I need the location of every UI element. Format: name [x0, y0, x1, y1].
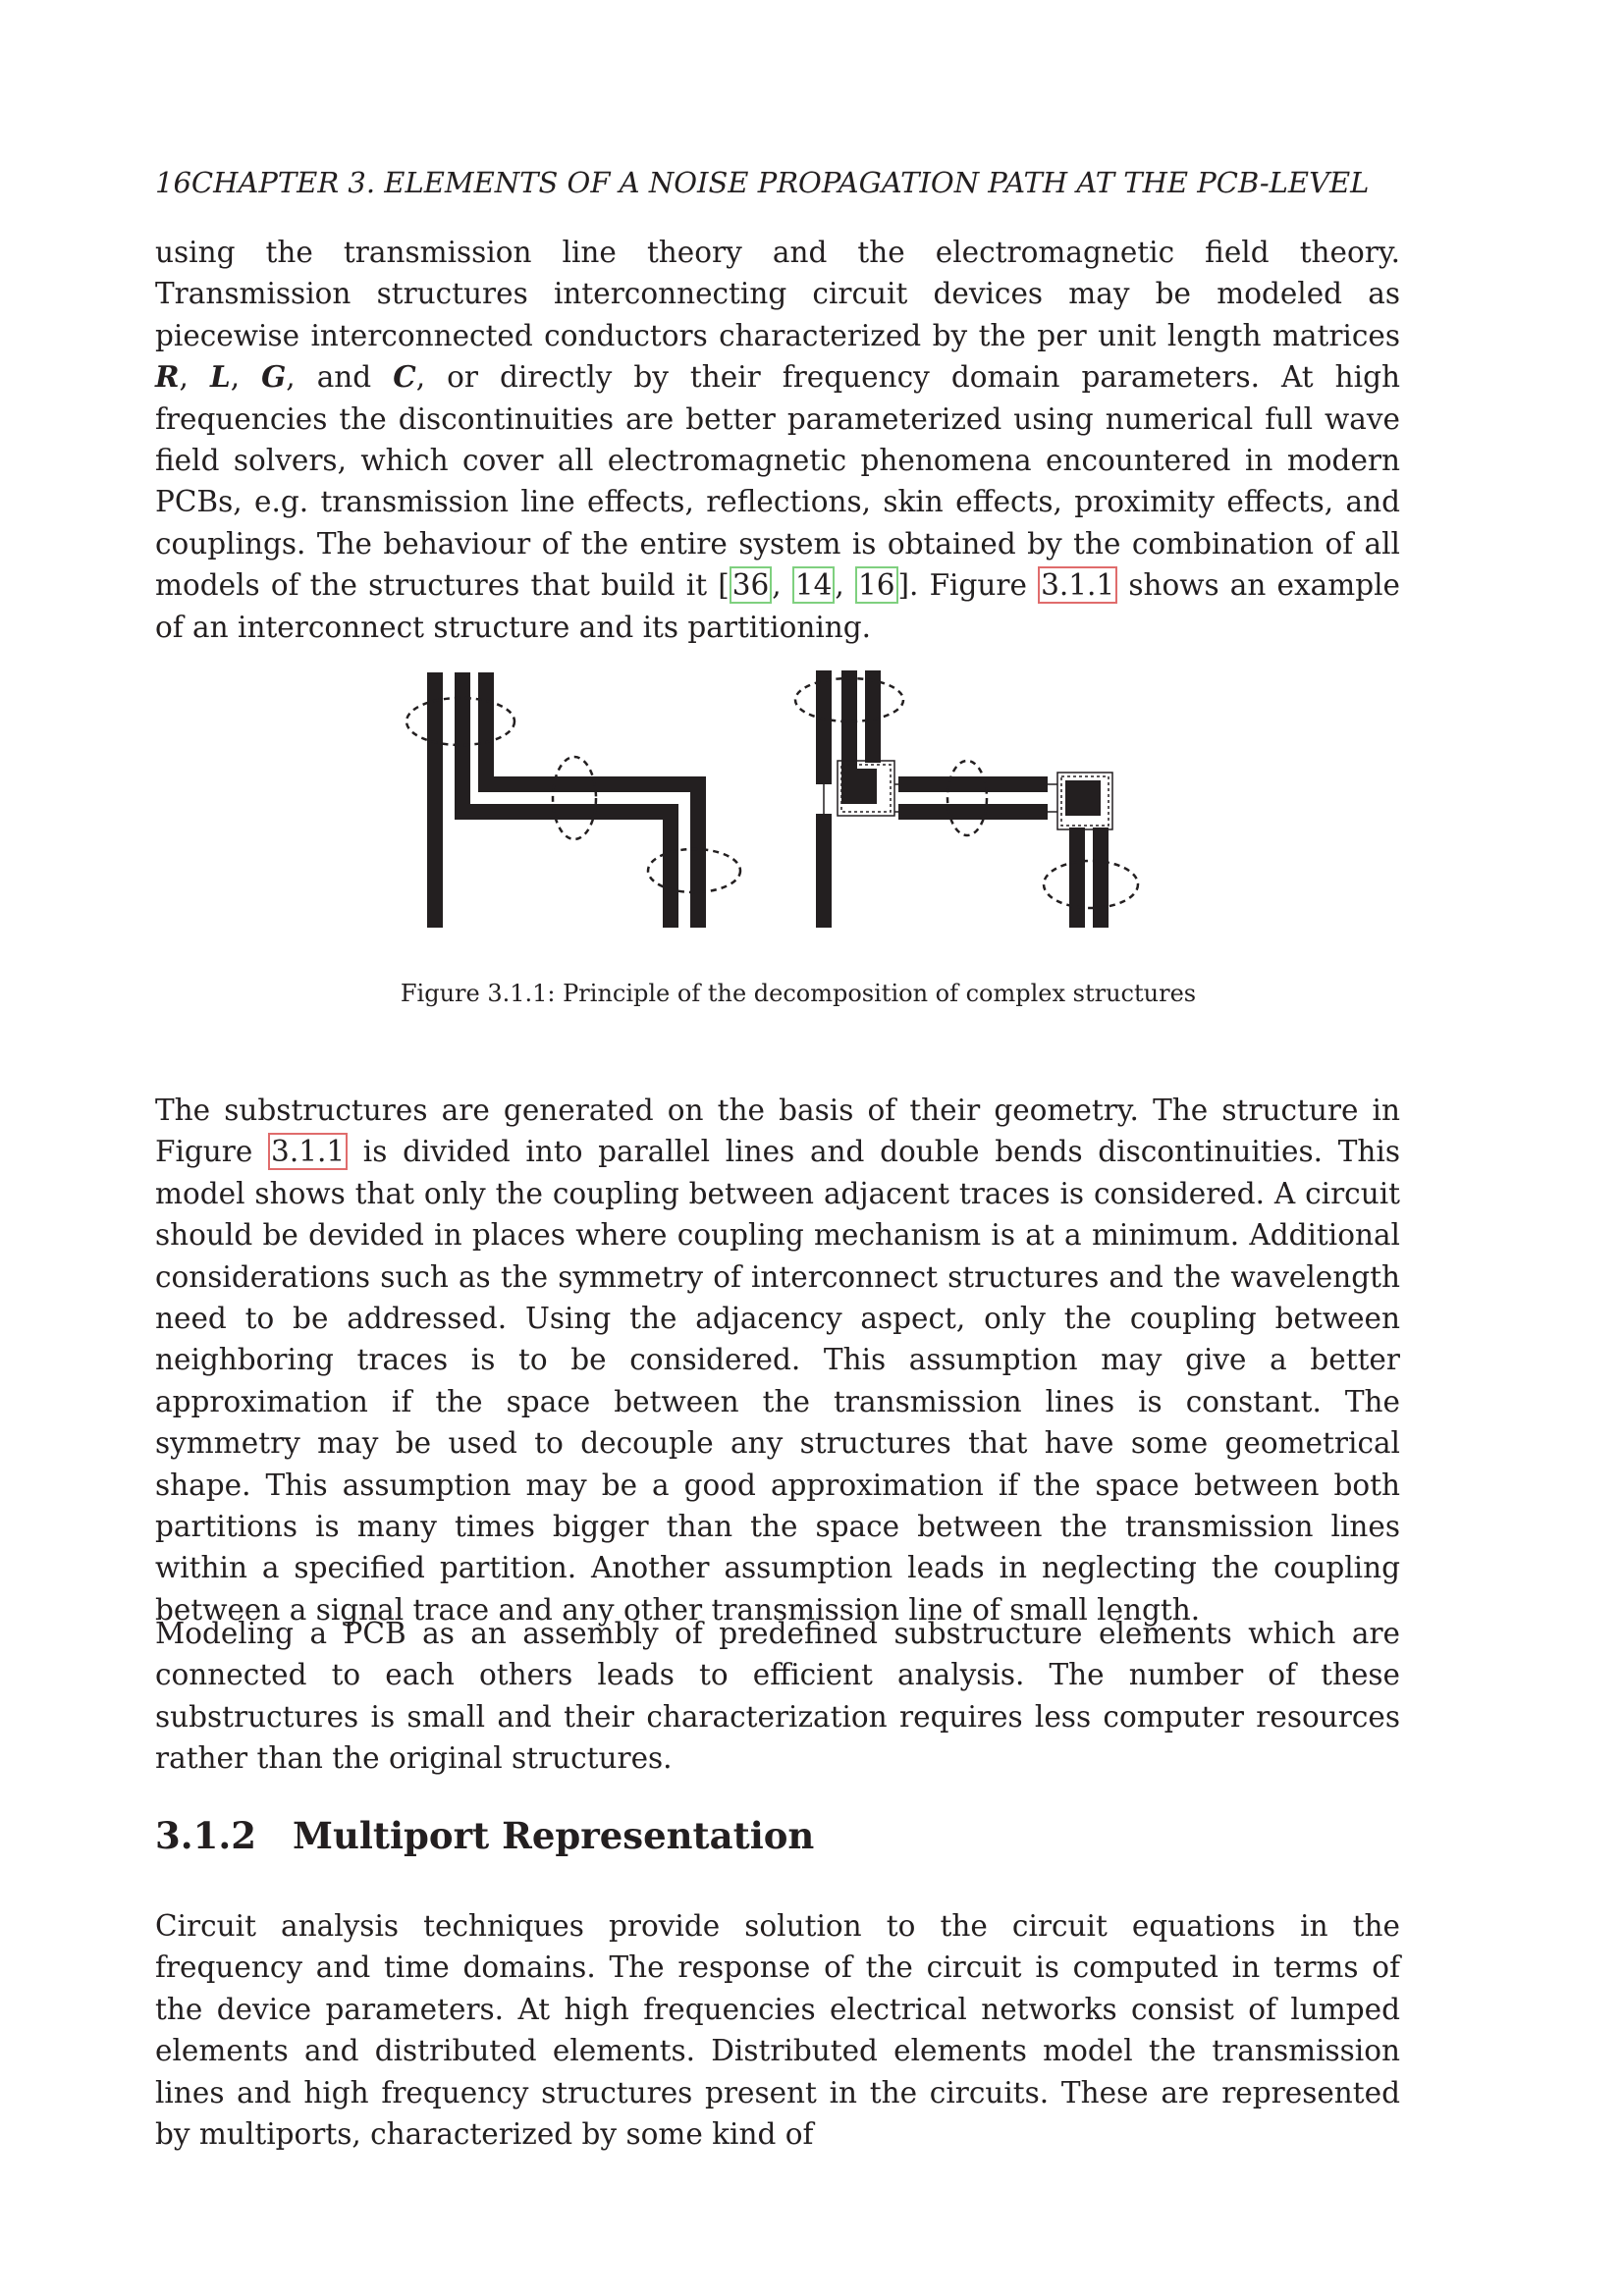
bend-block: [841, 769, 877, 804]
trace-left-outer: [427, 672, 443, 928]
decomposed-structure: [816, 670, 1109, 928]
trace-segment: [1093, 828, 1109, 928]
section-heading: [155, 1814, 814, 1857]
figure-reference-link[interactable]: 3.1.1: [268, 1133, 348, 1170]
partition-ellipse: [1044, 861, 1138, 908]
paragraph-substructures: The substructures are generated on the basis of their geometry. The structure in Figure 3.1.1 is divided into parallel lines and double bends discontinuities. This model shows that only the coupling between adjacent traces is considered. A circuit should be devided in places where coupling mechanism is at a minimum. Additional considerations such as the symmetry of interconnect structures and the wavelength need to be addressed. Using the adjacency aspect, only the coupling between neighboring traces is to be considered. This assumption may give a better approximation if the space between the transmission lines is constant. The symmetry may be used to decouple any structures that have some geometrical shape. This assumption may be a good approximation if the space between both partitions is many times bigger than the space between the transmission lines within a specified partition. Another assumption leads in neglecting the coupling between a signal trace and any other transmission line of small length.: [155, 1094, 1400, 1627]
figure-decomposition: [398, 665, 1154, 939]
running-header: [155, 165, 1441, 200]
paragraph-transmission-theory: using the transmission line theory and the electromagnetic field theory. Transmission structures interconnecting circuit devices may be modeled as piecewise interconnected conductors characterized by the per unit length matrices R, L, G, and C, or directly by their frequency domain parameters. At high frequencies the discontinuities are better parameterized using numerical full wave field solvers, which cover all electromagnetic phenomena encountered in modern PCBs, e.g. transmission line effects, reflections, skin effects, proximity effects, and couplings. The behaviour of the entire system is obtained by the combination of all models of the structures that build it [ 36 , 14 , 16 ]. Figure 3.1.1 shows an example of an interconnect structure and its partitioning.: [155, 236, 1401, 644]
trace-bend-horizontal-a: [455, 804, 678, 820]
section-number: 3.1.2: [155, 1814, 256, 1857]
matrix-r-symbol: R: [155, 359, 180, 395]
trace-bend-vertical-b: [478, 672, 494, 792]
citation-link-16[interactable]: 16: [855, 566, 898, 604]
matrix-c-symbol: C: [393, 359, 416, 395]
trace-bend-horizontal-b: [478, 776, 706, 792]
trace-segment: [865, 670, 881, 763]
section-title: Multiport Representation: [293, 1814, 815, 1857]
citation-link-14[interactable]: 14: [792, 566, 836, 604]
parallel-line: [898, 776, 1048, 792]
decomposition-diagram: [398, 665, 1154, 939]
trace-segment: [816, 814, 832, 928]
partition-ellipse: [553, 757, 596, 839]
matrix-l-symbol: L: [209, 359, 231, 395]
trace-segment: [816, 670, 832, 784]
parallel-line: [898, 804, 1048, 820]
bend-block: [1065, 780, 1101, 816]
figure-caption: Figure 3.1.1: Principle of the decomposition of complex structures: [400, 980, 1197, 1007]
citation-link-36[interactable]: 36: [730, 566, 773, 604]
paragraph-modeling: Modeling a PCB as an assembly of predefined substructure elements which are connected to each others leads to efficient analysis. The number of these substructures is small and their characterization requires less computer resources rather than the original structures.: [155, 1617, 1400, 1776]
partition-ellipse: [947, 761, 987, 835]
figure-reference-link[interactable]: 3.1.1: [1038, 566, 1117, 604]
continuous-structure: [427, 672, 706, 928]
trace-segment: [1069, 828, 1085, 928]
matrix-g-symbol: G: [261, 359, 287, 395]
trace-bend-down-b: [690, 776, 706, 928]
paragraph-circuit-analysis: Circuit analysis techniques provide solution to the circuit equations in the frequency and time domains. The response of the circuit is computed in terms of the device parameters. At high frequencies electrical networks consist of lumped elements and distributed elements. Distributed elements model the transmission lines and high frequency structures present in the circuits. These are represented by multiports, characterized by some kind of: [155, 1909, 1400, 2152]
chapter-title: CHAPTER 3. ELEMENTS OF A NOISE PROPAGATION PATH AT THE PCB-LEVEL: [190, 166, 1370, 199]
trace-bend-down-a: [663, 804, 678, 928]
page-number: 16: [155, 166, 191, 199]
